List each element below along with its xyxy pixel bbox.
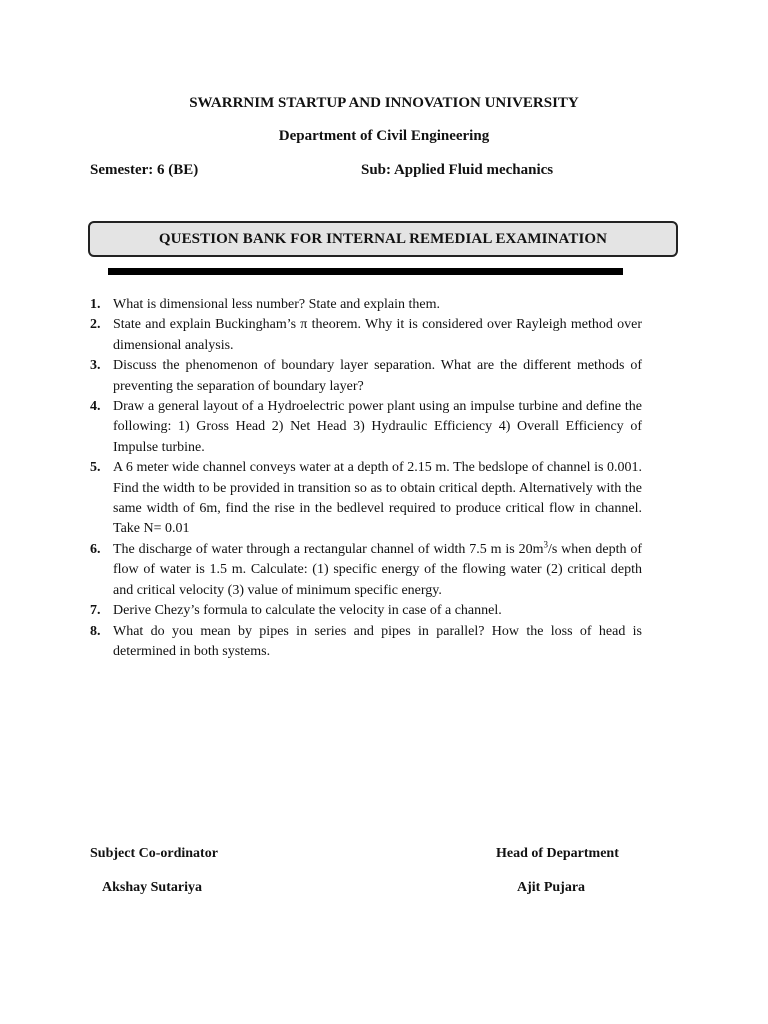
department-name: Department of Civil Engineering [278, 128, 490, 144]
question-number: 1. [90, 297, 101, 312]
hod-name: Ajit Pujara [517, 880, 586, 895]
question-text [113, 539, 642, 598]
question-number: 2. [90, 317, 101, 333]
question-item [90, 540, 642, 601]
question-text: Derive Chezy’s formula to calculate the velocity in case of a channel. [113, 603, 502, 619]
question-item [90, 622, 642, 663]
coordinator-label: Subject Co-ordinator [90, 846, 218, 861]
heavy-divider [108, 268, 623, 275]
banner-title: QUESTION BANK FOR INTERNAL REMEDIAL EXAMINATION [158, 230, 608, 247]
question-text: What do you mean by pipes in series and pipes in parallel? How the loss of head is determined in both systems. [113, 623, 642, 659]
question-number: 5. [90, 460, 101, 476]
question-item [90, 397, 642, 458]
coordinator-name: Akshay Sutariya [102, 880, 202, 895]
question-text: A 6 meter wide channel conveys water at a depth of 2.15 m. The bedslope of channel is 0.001. Find the width to be provided in transition so as to obtain critical depth. Alternatively with the same width of 6m, find the rise in the bedlevel required to produce critical flow in channel. Take N= 0.01 [113, 460, 642, 537]
semester-label: Semester: 6 (BE) [90, 162, 199, 178]
question-number: 8. [90, 623, 101, 639]
question-text: Discuss the phenomenon of boundary layer separation. What are the different methods of preventing the separation of boundary layer? [113, 358, 642, 394]
question-text: State and explain Buckingham’s π theorem. Why it is considered over Rayleigh method over dimensional analysis. [113, 317, 642, 353]
question-text: What is dimensional less number? State and explain them. [113, 297, 440, 312]
question-number: 3. [90, 358, 101, 374]
university-name: SWARRNIM STARTUP AND INNOVATION UNIVERSITY [189, 95, 579, 111]
question-list [90, 295, 642, 662]
question-text-part: The discharge of water through a rectangular channel of width 7.5 m is 20m [113, 541, 544, 557]
question-number: 6. [90, 541, 101, 557]
question-item [90, 315, 642, 356]
question-number: 4. [90, 399, 101, 415]
question-text-part: /s when depth of flow of water is 1.5 m. Calculate: (1) specific energy of the flowing water (2) critical depth and critical velocity (3) value of minimum specific energy. [113, 541, 642, 598]
question-item [90, 295, 642, 315]
question-item [90, 601, 642, 621]
question-text: Draw a general layout of a Hydroelectric power plant using an impulse turbine and define the following: 1) Gross Head 2) Net Head 3) Hydraulic Efficiency 4) Overall Efficiency of Impulse turbine. [113, 399, 642, 455]
superscript-exponent: 3 [543, 539, 548, 550]
hod-label: Head of Department [496, 846, 619, 861]
title-banner [88, 221, 678, 257]
question-item [90, 356, 642, 397]
question-item [90, 458, 642, 540]
question-number: 7. [90, 603, 101, 619]
subject-label: Sub: Applied Fluid mechanics [361, 162, 554, 178]
